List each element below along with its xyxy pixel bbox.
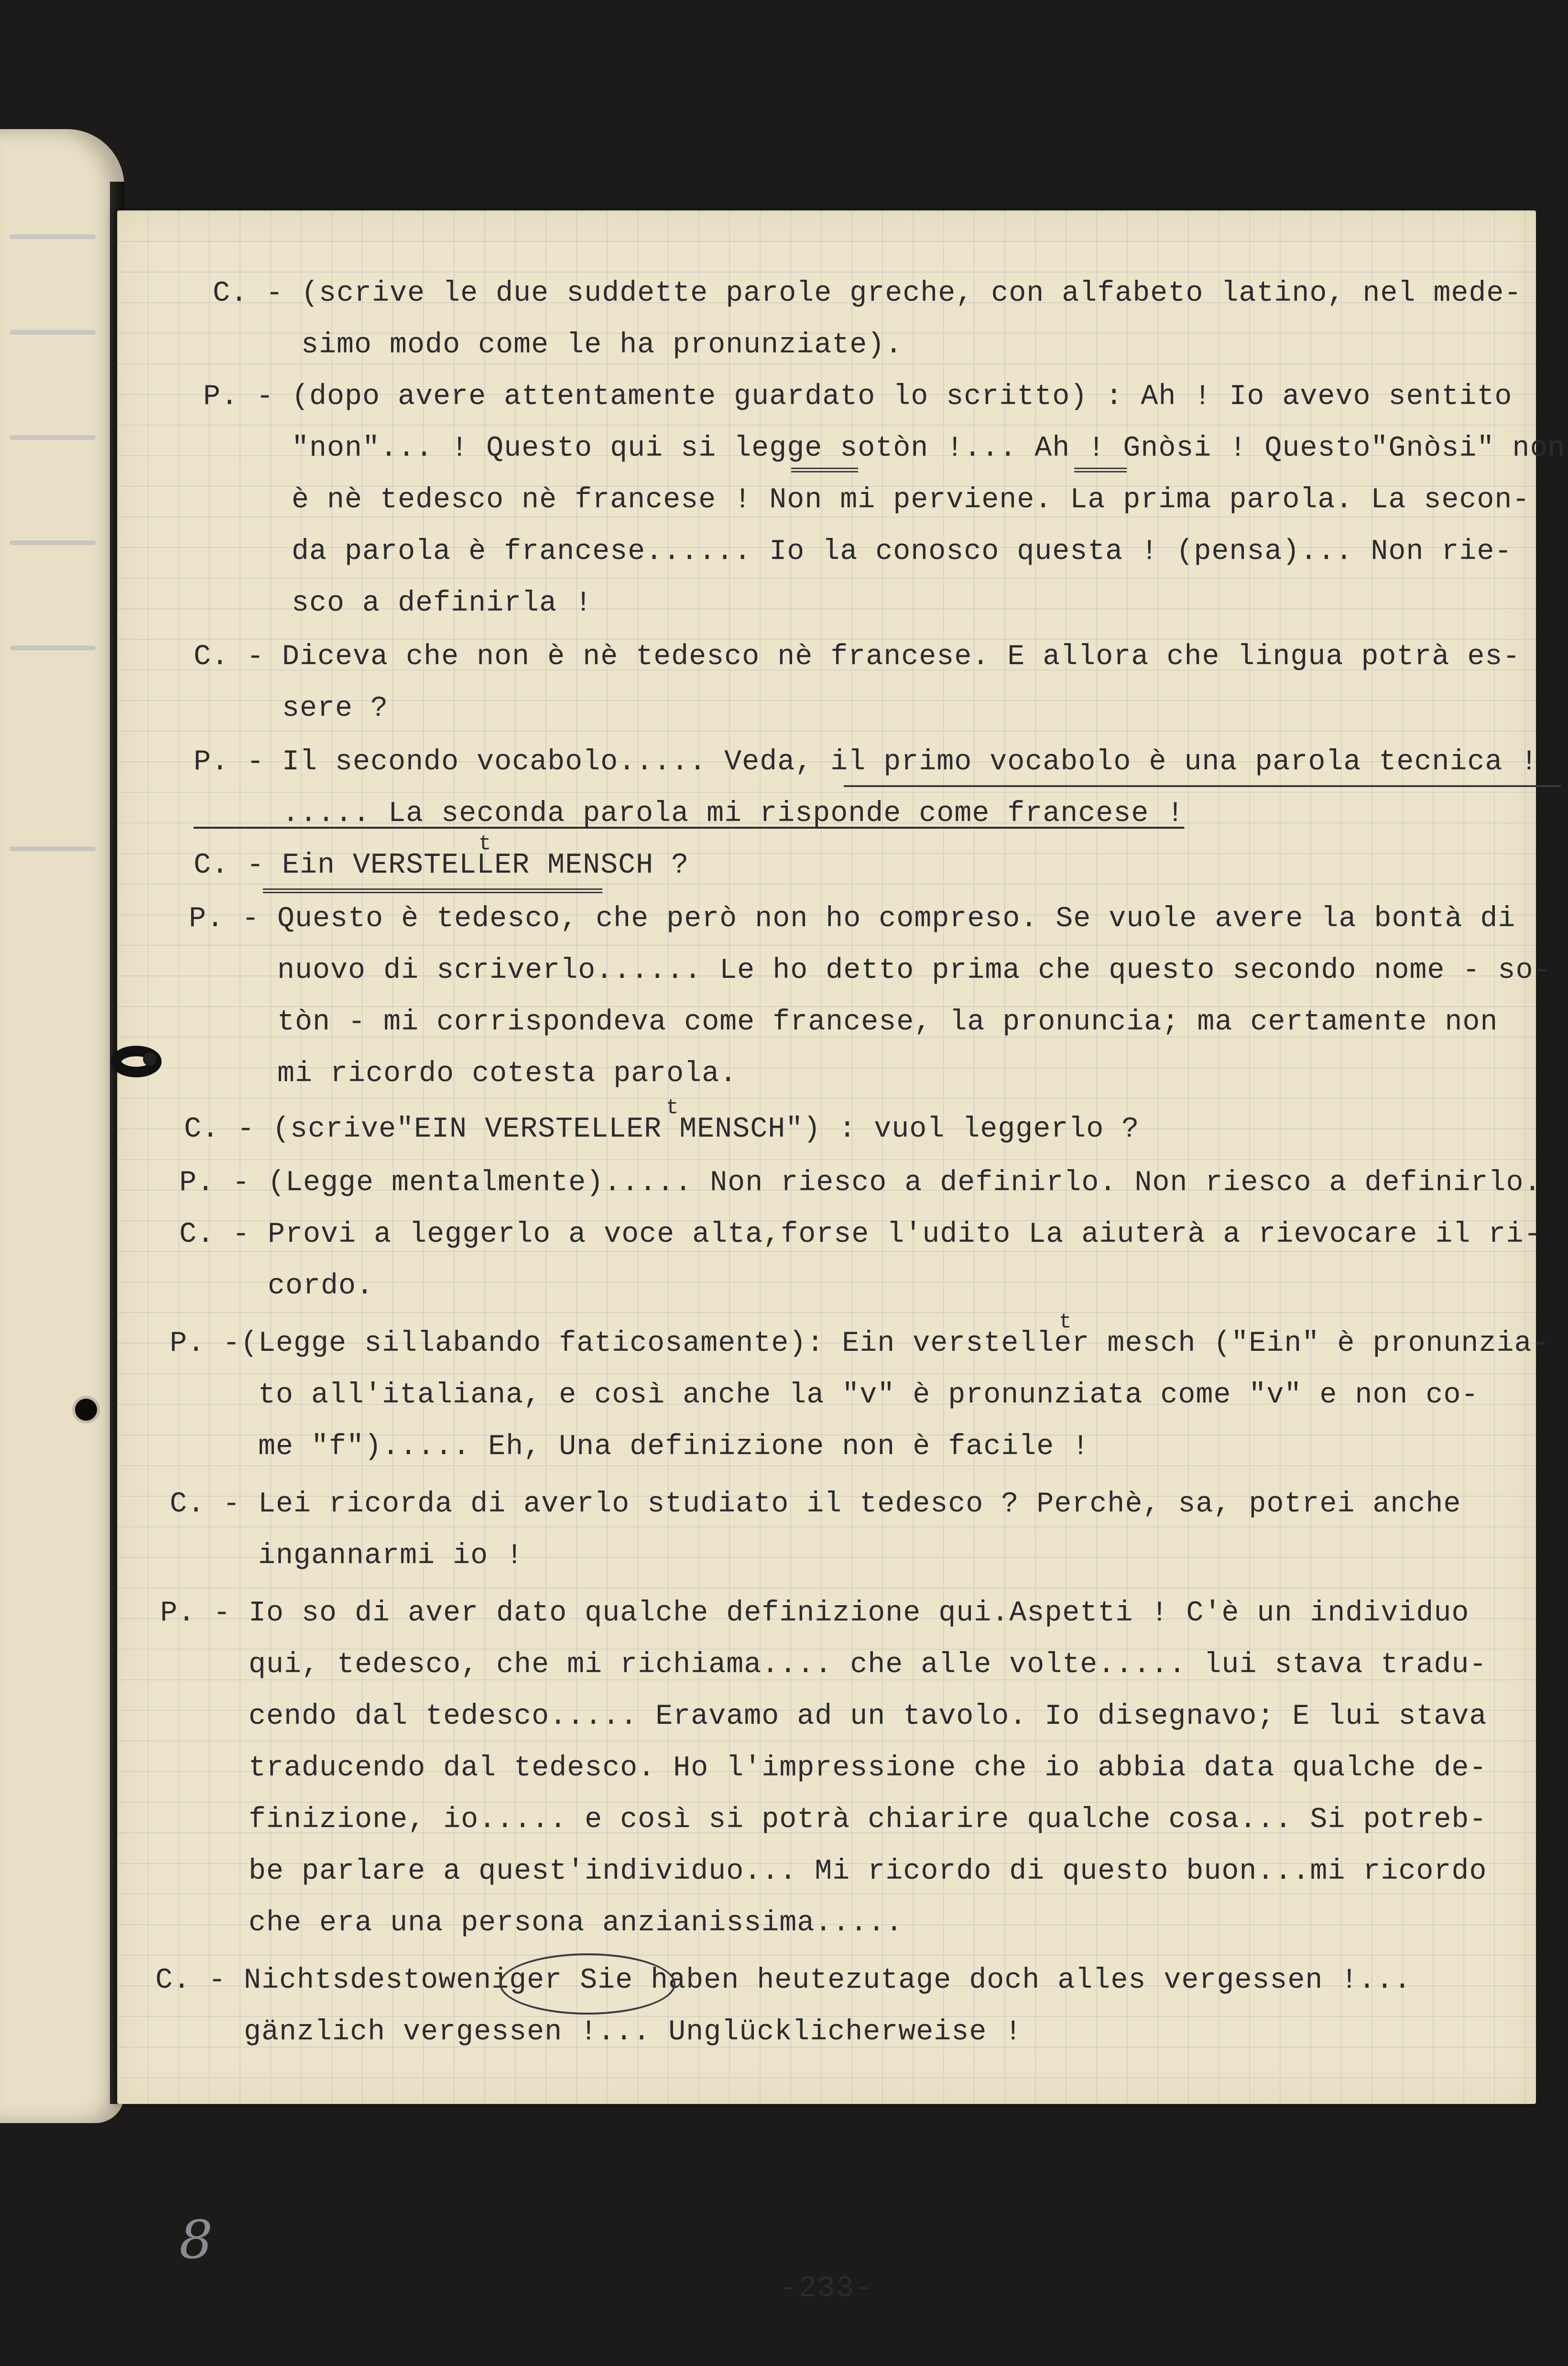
text-line: P. - (dopo avere attentamente guardato lo scritto) : Ah ! Io avevo sentito	[203, 381, 1513, 413]
text-line: simo modo come le ha pronunziate).	[213, 329, 903, 361]
text-line: finizione, io..... e così si potrà chiarire qualche cosa... Si potreb-	[160, 1804, 1487, 1836]
text-line: C. - (scrive le due suddette parole greche, con alfabeto latino, nel mede-	[213, 277, 1522, 310]
show-through-text	[10, 846, 96, 851]
underline-mark	[844, 785, 1561, 787]
text-line: me "f")..... Eh, Una definizione non è facile !	[170, 1431, 1090, 1463]
text-line: nuovo di scriverlo...... Le ho detto prima che questo secondo nome - so-	[189, 954, 1551, 987]
punch-hole	[75, 1399, 97, 1421]
text-line: be parlare a quest'individuo... Mi ricordo di questo buon...mi ricordo	[160, 1855, 1487, 1888]
text-line: P. - Il secondo vocabolo..... Veda, il primo vocabolo è una parola tecnica !	[194, 746, 1538, 778]
text-line: to all'italiana, e così anche la "v" è pronunziata come "v" e non co-	[170, 1379, 1479, 1412]
show-through-text	[10, 646, 96, 650]
inserted-t-mark: t	[666, 1096, 679, 1120]
text-line: qui, tedesco, che mi richiama.... che alle volte..... lui stava tradu-	[160, 1649, 1487, 1681]
text-line: C. - Lei ricorda di averlo studiato il tedesco ? Perchè, sa, potrei anche	[170, 1488, 1461, 1521]
text-line: "non"... ! Questo qui si legge sotòn !... Ah ! Gnòsi ! Questo"Gnòsi" non	[203, 432, 1566, 465]
text-line: ingannarmi io !	[170, 1540, 524, 1572]
text-line: C. - Provi a leggerlo a voce alta,forse l'udito La aiuterà a rievocare il ri-	[179, 1218, 1542, 1251]
show-through-text	[10, 435, 96, 440]
text-line-underlined: ..... La seconda parola mi risponde come francese !	[194, 798, 1185, 830]
text-line: traducendo dal tedesco. Ho l'impressione che io abbia data qualche de-	[160, 1752, 1487, 1785]
text-line: è nè tedesco nè francese ! Non mi perviene. La prima parola. La secon-	[203, 484, 1530, 516]
page-number: -233-	[779, 2271, 874, 2305]
show-through-text	[10, 234, 96, 239]
text-line: C. - Ein VERSTELLER MENSCH ?	[194, 849, 689, 882]
text-line: C. - Diceva che non è nè tedesco nè francese. E allora che lingua potrà es-	[194, 641, 1521, 673]
text-line: P. - Io so di aver dato qualche definizione qui.Aspetti ! C'è un individuo	[160, 1597, 1470, 1630]
inserted-t-mark: t	[479, 832, 492, 856]
text-line: P. - Questo è tedesco, che però non ho compreso. Se vuole avere la bontà di	[189, 903, 1516, 935]
typed-page	[117, 210, 1566, 2305]
text-line: tòn - mi corrispondeva come francese, la pronuncia; ma certamente non	[189, 1006, 1498, 1039]
text-line: P. -(Legge sillabando faticosamente): Ein versteller mesch ("Ein" è pronunzia-	[170, 1327, 1550, 1360]
show-through-text	[10, 330, 96, 335]
inserted-t-mark: t	[1059, 1310, 1072, 1334]
margin-handwritten-note: 8	[179, 2209, 213, 2270]
left-notebook-page	[0, 129, 124, 2123]
text-line: C. - (scrive"EIN VERSTELLER MENSCH") : vuol leggerlo ?	[184, 1113, 1140, 1146]
text-line: sco a definirla !	[203, 587, 593, 620]
text-line: cendo dal tedesco..... Eravamo ad un tavolo. Io disegnavo; E lui stava	[160, 1700, 1487, 1733]
text-line: gänzlich vergessen !... Unglücklicherweise !	[155, 2016, 1023, 2048]
double-underline-mark	[1074, 468, 1127, 472]
text-line: cordo.	[179, 1270, 374, 1303]
text-line: sere ?	[194, 692, 389, 725]
text-line: C. - Nichtsdestoweniger Sie haben heutezutage doch alles vergessen !...	[155, 1964, 1412, 1997]
double-underline-mark	[791, 468, 858, 472]
text-line: P. - (Legge mentalmente)..... Non riesco a definirlo. Non riesco a definirlo.	[179, 1167, 1542, 1199]
text-line: che era una persona anzianissima.....	[160, 1907, 904, 1939]
double-underline-mark	[263, 888, 602, 893]
circled-words-mark	[500, 1953, 675, 2015]
show-through-text	[10, 540, 96, 545]
text-line: da parola è francese...... Io la conosco questa ! (pensa)... Non rie-	[203, 536, 1513, 568]
text-line: mi ricordo cotesta parola.	[189, 1058, 738, 1090]
binder-ring-icon	[108, 1040, 165, 1083]
